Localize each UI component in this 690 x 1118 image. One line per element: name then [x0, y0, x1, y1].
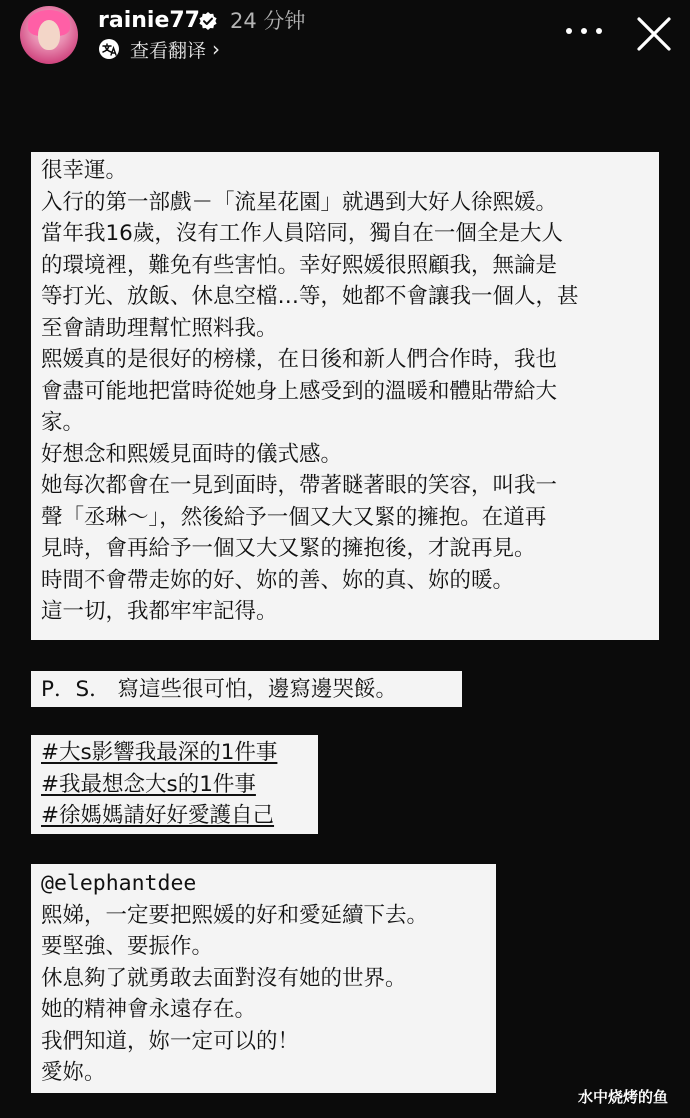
more-icon — [566, 28, 572, 34]
story-line: 見時，會再給予一個又大又緊的擁抱後，才說再見。 — [41, 536, 536, 561]
message-line: 熙娣，一定要把熙媛的好和愛延續下去。 — [41, 902, 429, 928]
message-card — [31, 864, 496, 1093]
ps-line: P．S． 寫這些很可怕，邊寫邊哭餒。 — [41, 677, 397, 702]
story-line: 時間不會帶走妳的好、妳的善、妳的真、妳的暖。 — [41, 567, 515, 593]
story-line: 等打光、放飯、休息空檔…等，她都不會讓我一個人，甚 — [41, 284, 579, 309]
mention-link[interactable]: @elephantdee — [41, 871, 197, 896]
message-line: 要堅強、要振作。 — [41, 934, 214, 959]
more-options-button[interactable] — [566, 16, 602, 46]
username[interactable]: rainie77 — [98, 8, 200, 33]
story-line: 至會請助理幫忙照料我。 — [41, 315, 278, 341]
post-time: 24 分钟 — [230, 9, 306, 33]
translate-icon — [98, 38, 120, 60]
see-translation-label: 查看翻译 — [130, 39, 207, 62]
story-line: 聲「丞琳～」，然後給予一個又大又緊的擁抱。在道再 — [41, 504, 547, 530]
avatar[interactable] — [20, 6, 78, 64]
watermark: 水中烧烤的鱼 — [578, 1088, 669, 1106]
story-line: 會盡可能地把當時從她身上感受到的溫暖和體貼帶給大 — [41, 378, 558, 404]
story-line: 家。 — [41, 410, 85, 435]
see-translation-button[interactable] — [98, 36, 220, 62]
story-line: 當年我16歲，沒有工作人員陪同，獨自在一個全是大人 — [41, 221, 563, 246]
story-line: 的環境裡，難免有些害怕。幸好熙媛很照顧我，無論是 — [41, 252, 558, 278]
hashtag-link[interactable]: #徐媽媽請好好愛護自己 — [41, 803, 275, 828]
close-icon[interactable] — [634, 14, 674, 54]
message-line: 愛妳。 — [41, 1060, 106, 1085]
ps-text-card — [31, 671, 462, 707]
story-line: 她每次都會在一見到面時，帶著瞇著眼的笑容，叫我一 — [41, 473, 558, 498]
story-text-card — [31, 152, 659, 640]
chevron-right-icon: › — [212, 37, 221, 61]
story-line: 好想念和熙媛見面時的儀式感。 — [41, 441, 343, 467]
hashtag-link[interactable]: #大s影響我最深的1件事 — [41, 740, 278, 765]
hashtag-link[interactable]: #我最想念大s的1件事 — [41, 771, 256, 797]
message-line: 她的精神會永遠存在。 — [41, 997, 257, 1022]
story-line: 很幸運。 — [41, 158, 128, 183]
hashtags-card — [31, 735, 318, 834]
verified-icon — [198, 11, 218, 31]
message-line: 我們知道，妳一定可以的！ — [41, 1028, 300, 1054]
story-line: 這一切，我都牢牢記得。 — [41, 599, 278, 624]
avatar-face — [38, 20, 60, 50]
story-line: 熙媛真的是很好的榜樣，在日後和新人們合作時，我也 — [41, 347, 558, 372]
story-line: 入行的第一部戲－「流星花園」就遇到大好人徐熙媛。 — [41, 189, 558, 215]
message-line: 休息夠了就勇敢去面對沒有她的世界。 — [41, 965, 407, 991]
